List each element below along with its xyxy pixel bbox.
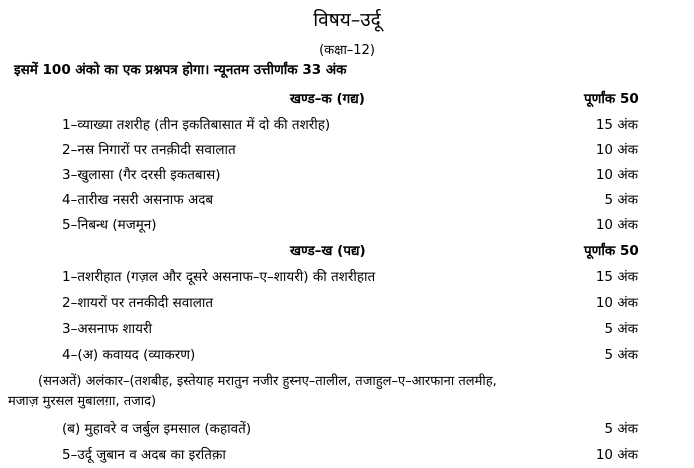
- section-a-item-5: 5–निबन्ध (मजमून): [62, 217, 157, 233]
- section-b-item-2-marks: 10 अंक: [595, 295, 638, 311]
- section-b-note-line-2: मजाज़ मुरसल मुबालग़ा, तजाद): [8, 394, 157, 409]
- section-b-item-5: 5–उर्दू जुबान व अदब का इरतिक़ा: [62, 447, 226, 463]
- section-a-item-4-marks: 5 अंक: [604, 192, 638, 208]
- section-a-heading: खण्ड–क (गद्य): [290, 91, 365, 107]
- section-b-item-4b: (ब) मुहावरे व जर्बुल इमसाल (कहावतें): [62, 421, 252, 437]
- section-a-item-4: 4–तारीख नसरी असनाफ अदब: [62, 192, 214, 208]
- section-a-item-1-marks: 15 अंक: [595, 117, 638, 133]
- section-b-item-3-marks: 5 अंक: [604, 321, 638, 337]
- section-b-item-3: 3–असनाफ शायरी: [62, 321, 152, 337]
- section-b-item-4b-marks: 5 अंक: [604, 421, 638, 437]
- section-b-item-5-marks: 10 अंक: [595, 447, 638, 463]
- intro-line: इसमें 100 अंको का एक प्रश्नपत्र होगा। न्यूनतम उत्तीर्णांक 33 अंक: [14, 62, 347, 78]
- section-b-total: पूर्णांक 50: [584, 243, 639, 259]
- section-b-item-4-marks: 5 अंक: [604, 347, 638, 363]
- section-b-item-4: 4–(अ) कवायद (व्याकरण): [62, 347, 196, 363]
- section-b-item-2: 2–शायरों पर तनकीदी सवालात: [62, 295, 214, 311]
- section-a-item-3-marks: 10 अंक: [595, 167, 638, 183]
- section-a-item-5-marks: 10 अंक: [595, 217, 638, 233]
- section-a-item-2: 2–नस्र निगारों पर तनक़ीदी सवालात: [62, 142, 236, 158]
- subject-title: विषय–उर्दू: [313, 9, 381, 31]
- section-b-item-1-marks: 15 अंक: [595, 269, 638, 285]
- section-b-heading: खण्ड–ख (पद्य): [290, 243, 366, 259]
- section-a-total: पूर्णांक 50: [584, 91, 639, 107]
- section-a-item-2-marks: 10 अंक: [595, 142, 638, 158]
- section-a-item-1: 1–व्याख्या तशरीह (तीन इकतिबासात में दो की तशरीह): [62, 117, 331, 133]
- section-b-note-line-1: (सनअतें) अलंकार–(तशबीह, इस्तेयाह मरातुन नजीर हुस्नए–तालील, तजाहुल–ए–आरफाना तलमीह,: [38, 374, 497, 389]
- class-label: (कक्षा–12): [319, 43, 375, 58]
- section-a-item-3: 3–खुलासा (गैर दरसी इकतबास): [62, 167, 221, 183]
- section-b-item-1: 1–तशरीहात (गज़ल और दूसरे असनाफ–ए–शायरी) की तशरीहात: [62, 269, 376, 285]
